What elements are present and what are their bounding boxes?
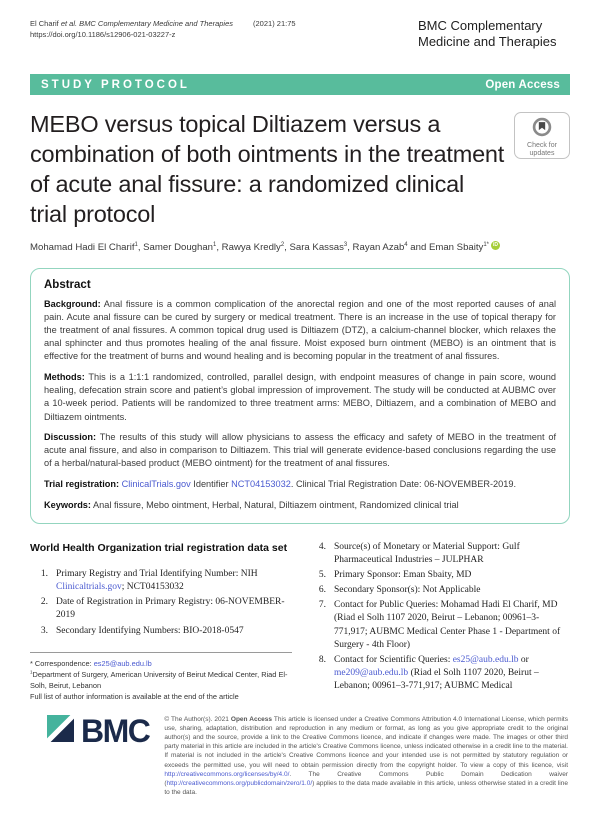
abstract-section-label: Trial registration: <box>44 479 120 490</box>
abstract-section-label: Background: <box>44 298 101 309</box>
abstract-section-label: Methods: <box>44 372 85 383</box>
list-item-number: 6. <box>318 585 326 596</box>
inline-link[interactable]: me209@aub.edu.lb <box>334 667 409 678</box>
left-column <box>30 541 292 702</box>
list-item-number: 7. <box>318 600 326 611</box>
citation-line: El Charif et al. BMC Complementary Medicine and Therapies (2021) 21:75 <box>30 19 296 28</box>
inline-link[interactable]: es25@aub.edu.lb <box>452 654 519 665</box>
orcid-icon[interactable]: iD <box>492 241 498 248</box>
page-header <box>30 18 570 49</box>
list-item-text: Source(s) of Monetary or Material Support: Gulf Pharmaceutical Industries – JULPHAR <box>334 541 520 566</box>
doi-link[interactable]: https://doi.org/10.1186/s12906-021-03227-z <box>30 30 176 40</box>
footnote-divider <box>30 652 292 653</box>
section-heading: World Health Organization trial registration data set <box>30 541 288 554</box>
list-item <box>30 596 292 622</box>
list-item-number: 4. <box>318 541 326 552</box>
list-item-number: 2. <box>40 597 48 608</box>
list-item-number: 3. <box>40 625 48 636</box>
article-type-label: STUDY PROTOCOL <box>41 78 190 91</box>
open-access-label: Open Access <box>485 78 560 91</box>
bmc-logo <box>30 713 150 750</box>
abstract-section: Keywords: Anal fissure, Mebo ointment, Herbal, Natural, Diltiazem ointment, Randomized clinical trial <box>44 499 459 510</box>
abstract-sections <box>44 298 556 512</box>
abstract-heading: Abstract <box>44 278 91 291</box>
citation-block <box>30 18 296 41</box>
check-updates-icon <box>532 124 552 141</box>
list-item-text: Contact for Public Queries: Mohamad Hadi El Charif, MD (Riad el Solh 1107 2020, Beirut – Lebanon; 00961–3-771,917; AUBMC Medical Center Phase 1 - Department of Surgery - 4th Floor) <box>334 600 561 650</box>
inline-link[interactable]: NCT04153032 <box>231 479 291 490</box>
author-line <box>30 241 570 253</box>
abstract-section-label: Keywords: <box>44 499 91 510</box>
right-column <box>308 541 570 702</box>
list-item <box>308 654 570 693</box>
list-item-text: Primary Registry and Trial Identifying Number: NIH Clinicaltrials.gov; NCT04153032 <box>56 569 258 593</box>
list-item-number: 5. <box>318 570 326 581</box>
copyright-notice: © The Author(s). 2021 Open Access This article is licensed under a Creative Commons Attribution 4.0 International License, which permits use, sharing, adaptation, distribution and reproduction in any medium or format, as long as you give appropriate credit to the original author(s) and the source, provide a link to the Creative Commons licence, and indicate if changes were made. The images or other third party material in this article are included in the article's Creative Commons licence, unless indicated otherwise in a credit line to the material. If material is not included in the article's Creative Commons licence and your intended use is not permitted by statutory regulation or exceeds the permitted use, you will need to obtain permission directly from the copyright holder. To view a copy of this licence, visit http://creativecommons.org/licenses/by/4.0/. The Creative Commons Public Domain Dedication waiver (http://creativecommons.org/publicdomain/zero/1.0/) applies to the data made available in this article, unless otherwise stated in a credit line to the data. <box>164 716 568 796</box>
list-item-text: Secondary Sponsor(s): Not Applicable <box>334 585 481 596</box>
inline-link[interactable]: ClinicalTrials.gov <box>121 479 191 490</box>
list-item-number: 8. <box>318 654 326 665</box>
abstract-section: Methods: This is a 1:1:1 randomized, controlled, parallel design, with endpoint measures of change in pain score, wound healing, defecation strain score and patient’s global impression of improvement. The study will be conducted at AUBMC over a 10-week period. Patients will be randomized to three treatment arms: MEBO, Diltiazem, and a combination of MEBO and Diltiazem ointments. <box>44 372 556 422</box>
abstract-section: Discussion: The results of this study will allow physicians to assess the efficacy and safety of MEBO in the treatment of acute anal fissure, and also in comparison to Diltiazem. This trial will generate evidence-based conclusions regarding the use of a herbal/natural-based product (MEBO ointment) for the treatment of anal fissures. <box>44 432 556 469</box>
abstract-section: Trial registration: ClinicalTrials.gov Identifier NCT04153032. Clinical Trial Registration Date: 06-NOVEMBER-2019. <box>44 479 517 490</box>
journal-name: BMC Complementary Medicine and Therapies <box>418 18 557 49</box>
list-item-text: Primary Sponsor: Eman Sbaity, MD <box>334 570 472 581</box>
list-item-text: Contact for Scientific Queries: es25@aub.edu.lb or me209@aub.edu.lb (Riad el Solh 1107 2020, Beirut – Lebanon; 00961–3-771,917; AUBMC Medical <box>334 654 539 692</box>
list-item <box>30 568 292 594</box>
footnotes-block <box>30 658 292 702</box>
list-item <box>308 599 570 651</box>
list-item-text: Date of Registration in Primary Registry: 06-NOVEMBER-2019 <box>56 597 285 621</box>
full-list-note: Full list of author information is available at the end of the article <box>30 691 239 701</box>
list-item <box>308 569 570 582</box>
bmc-logo-text: BMC <box>81 713 150 750</box>
list-item <box>308 541 570 567</box>
correspondence-line: * Correspondence: es25@aub.edu.lb <box>30 658 152 668</box>
who-registration-section <box>30 541 570 702</box>
abstract-section-label: Discussion: <box>44 432 97 443</box>
who-list-left <box>30 568 292 638</box>
author-names: Mohamad Hadi El Charif$^1$, Samer Doughan$^1$, Rawya Kredly$^2$, Sara Kassas$^3$, Rayan Azab$^4$ and Eman Sbaity$^{1*}$ <box>30 241 489 253</box>
inline-link[interactable]: http://creativecommons.org/licenses/by/4.0/ <box>164 770 290 778</box>
list-item-text: Secondary Identifying Numbers: BIO-2018-0547 <box>56 625 244 636</box>
title-row <box>30 110 570 229</box>
check-for-updates-badge[interactable] <box>514 112 570 159</box>
page-footer <box>30 715 570 797</box>
bmc-logo-icon <box>47 715 74 747</box>
list-item <box>30 625 292 638</box>
check-updates-label: Check for updates <box>527 142 557 158</box>
who-list-right <box>308 541 570 693</box>
inline-link[interactable]: Clinicaltrials.gov <box>56 582 122 593</box>
abstract-box <box>30 268 570 524</box>
abstract-section: Background: Anal fissure is a common complication of the anorectal region and one of the most reported causes of anal pain. Acute anal fissure can be cured by surgery or medical treatment. There is an increase in the use of topical therapy for the treatment of anal fissures. A common topical drug used is Diltiazem (DTZ), a calcium-channel blocker, which relaxes the anal sphincter and thus promotes healing of the anal fissure. Moist exposed burn ointment (MEBO) is an ointment that is effective for the treatment of burns and wound healing and is becoming popular in the treatment of anal fissures. <box>44 298 556 362</box>
affiliation-line: $^1$Department of Surgery, American University of Beirut Medical Center, Riad El-Solh, Beirut, Lebanon <box>30 669 288 690</box>
list-item <box>308 584 570 597</box>
inline-link[interactable]: http://creativecommons.org/publicdomain/zero/1.0/ <box>166 779 313 787</box>
list-item-number: 1. <box>40 569 48 580</box>
article-type-banner <box>30 74 570 95</box>
inline-link[interactable]: es25@aub.edu.lb <box>93 658 152 668</box>
article-title: MEBO versus topical Diltiazem versus a combination of both ointments in the treatment of acute anal fissure: a randomized clinical trial protocol <box>30 111 505 227</box>
